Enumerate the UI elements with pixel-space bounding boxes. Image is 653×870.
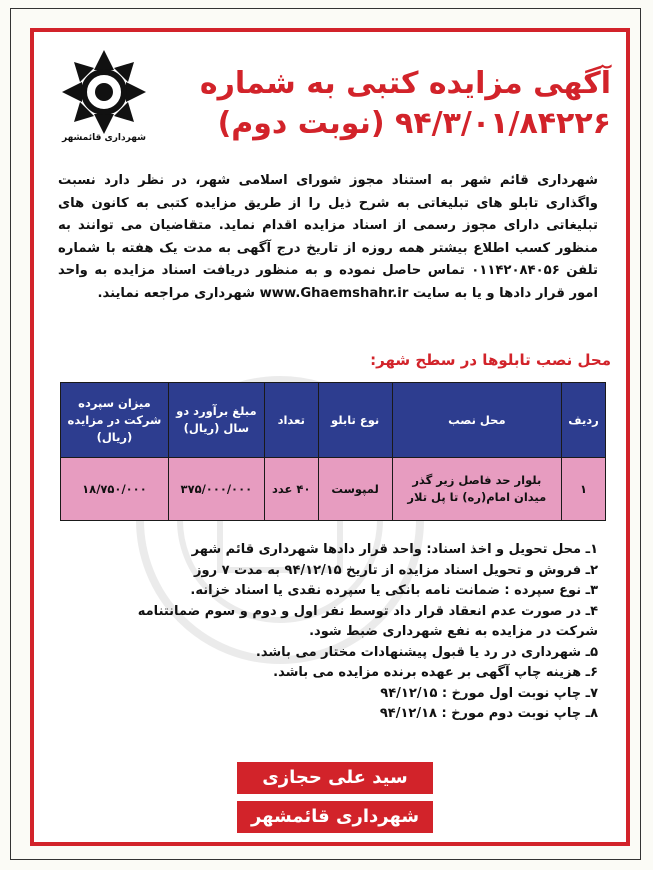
signatory-name: سید علی حجازی <box>237 762 433 794</box>
notice-number: ۹۴/۳/۰۱/۸۴۲۲۶ (نوبت دوم) <box>217 106 611 141</box>
col-header-location: محل نصب <box>392 383 561 458</box>
table-row <box>61 458 606 521</box>
col-header-deposit: میزان سپرده شرکت در مزایده (ریال) <box>61 383 169 458</box>
term-item: ۵ـ شهرداری در رد یا قبول پیشنهادات مختار می باشد. <box>255 644 598 660</box>
terms-list <box>58 540 598 725</box>
cell-location: بلوار حد فاصل زیر گذر میدان امام(ره) تا پل تلار <box>392 458 561 521</box>
intro-paragraph <box>58 170 598 305</box>
col-header-row-no: ردیف <box>562 383 606 458</box>
cell-deposit: ۱۸/۷۵۰/۰۰۰ <box>61 458 169 521</box>
term-item: ۸ـ چاپ نوبت دوم مورخ : ۹۴/۱۲/۱۸ <box>379 706 598 721</box>
term-item: شرکت در مزایده به نفع شهرداری ضبط شود. <box>309 624 598 639</box>
table-header-row <box>61 383 606 458</box>
term-item: ۱ـ محل تحویل و اخذ اسناد: واحد قرار دادها شهرداری قائم شهر <box>191 542 598 557</box>
boards-table <box>60 382 606 521</box>
cell-board-type: لمپوست <box>318 458 392 521</box>
notice-title: آگهی مزایده کتبی به شماره <box>199 66 611 101</box>
intro-text: شهرداری قائم شهر به استناد مجوز شورای اسلامی شهر، در نظر دارد نسبت واگذاری تابلو های تبلیغاتی به شرح ذیل را از طریق مزایده کتبی به کانون های تبلیغاتی دارای مجوز رسمی از اسناد مزایده اقدام نماید. متقاضیان می توانند به منظور کسب اطلاع بیشتر همه روزه از تاریخ درج آگهی به مدت یک هفته با شماره تلفن ۰۱۱۴۲۰۸۴۰۵۶ تماس حاصل نموده و به منظور دریافت اسناد مزایده به واحد امور قرار دادها و یا به سایت <box>58 173 598 301</box>
col-header-count: تعداد <box>264 383 318 458</box>
cell-count: ۴۰ عدد <box>264 458 318 521</box>
term-item: ۳ـ نوع سپرده : ضمانت نامه بانکی یا سپرده نقدی یا اسناد خزانه. <box>190 583 598 598</box>
table-heading: محل نصب تابلوها در سطح شهر: <box>370 351 611 369</box>
term-item: ۶ـ هزینه چاپ آگهی بر عهده برنده مزایده می باشد. <box>273 665 598 680</box>
cell-estimate: ۳۷۵/۰۰۰/۰۰۰ <box>168 458 264 521</box>
col-header-board-type: نوع تابلو <box>318 383 392 458</box>
intro-text-end: شهرداری مراجعه نمایند. <box>97 285 256 301</box>
cell-row-no: ۱ <box>562 458 606 521</box>
term-item: ۲ـ فروش و تحویل اسناد مزایده از تاریخ ۹۴/۱۲/۱۵ به مدت ۷ روز <box>194 562 598 578</box>
signatory-org: شهرداری قائمشهر <box>237 801 433 833</box>
col-header-estimate: مبلغ برآورد دو سال (ریال) <box>168 383 264 458</box>
logo-caption: شهرداری قائمشهر <box>61 133 147 143</box>
term-item: ۷ـ چاپ نوبت اول مورخ : ۹۴/۱۲/۱۵ <box>380 685 598 701</box>
term-item: ۴ـ در صورت عدم انعقاد قرار داد توسط نفر اول و دوم و سوم ضمانتنامه <box>137 603 598 619</box>
website-link[interactable]: www.Ghaemshahr.ir <box>259 285 409 301</box>
